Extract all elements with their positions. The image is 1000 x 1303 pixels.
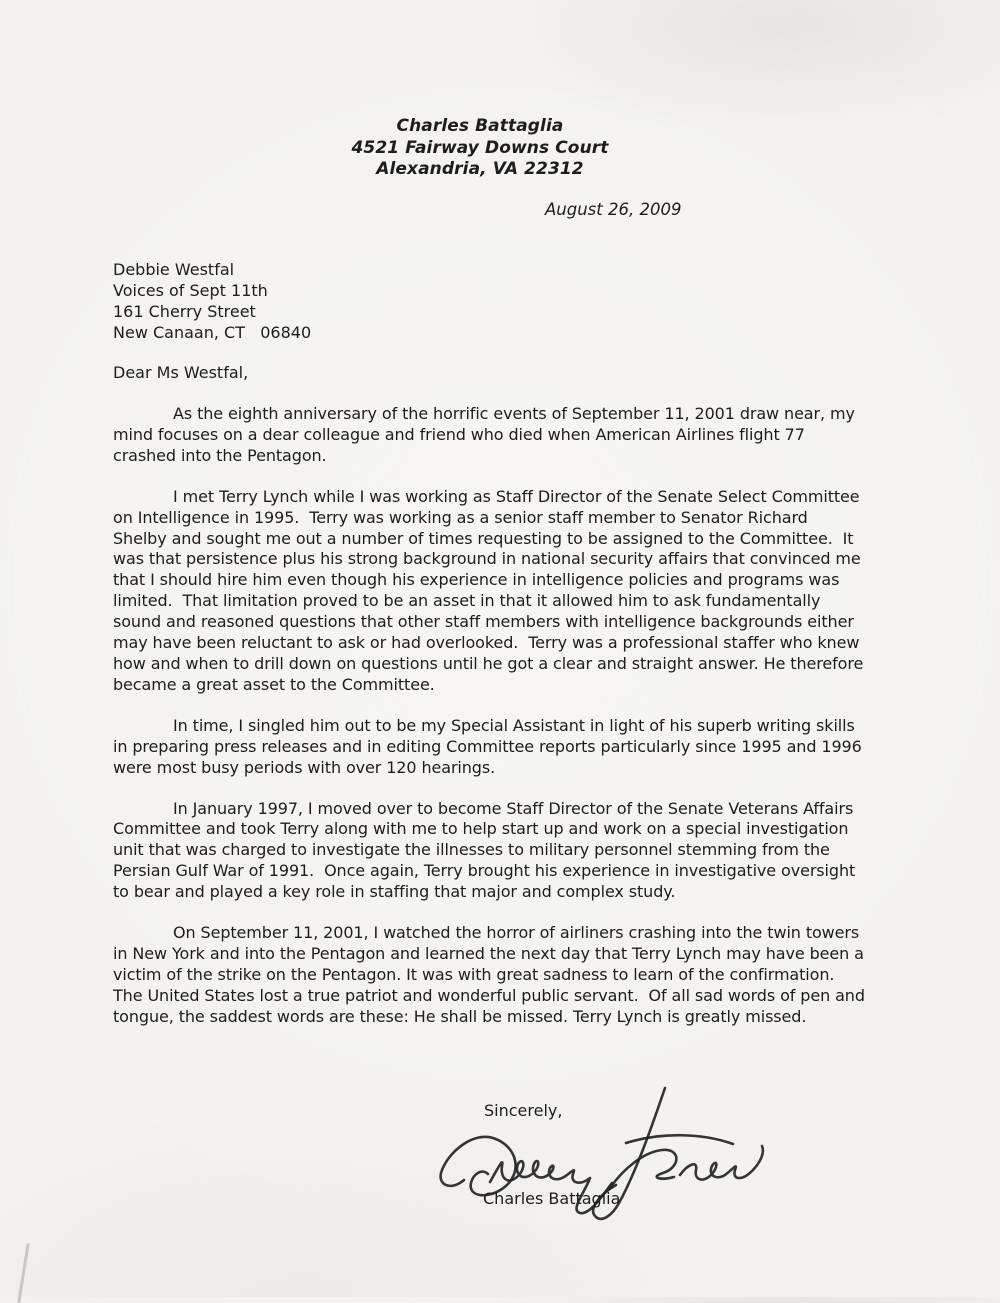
salutation: Dear Ms Westfal, [113,363,249,382]
recipient-address-block [113,259,311,343]
letter-date: August 26, 2009 [545,200,682,219]
signature-svg [430,1082,775,1237]
paragraph-5: On September 11, 2001, I watched the horror of airliners crashing into the twin towers in New York and into the Pentagon and learned the next day that Terry Lynch may have been a victim of the strike on the Pentagon. It was with great sadness to learn of the confirmation. The United States lost a true patriot and wonderful public servant. Of all sad words of pen and tongue, the saddest words are these: He shall be missed. Terry Lynch is greatly missed. [113,923,870,1026]
sender-name: Charles Battaglia [396,116,564,136]
paragraph-1: As the eighth anniversary of the horrific events of September 11, 2001 draw near, my mind focuses on a dear colleague and friend who died when American Airlines flight 77 crashed into the Pentagon. [113,404,860,465]
paragraph-2: I met Terry Lynch while I was working as Staff Director of the Senate Select Committee on Intelligence in 1995. Terry was working as a senior staff member to Senator Richard Shelby and sought me out a number of times requesting to be assigned to the Committee. It was that persistence plus his strong background in national security affairs that convinced me that I should hire him even though his experience in intelligence policies and programs was limited. That limitation proved to be an asset in that it allowed him to ask fundamentally sound and reasoned questions that other staff members with intelligence backgrounds either may have been reluctant to ask or had overlooked. Terry was a professional staffer who knew how and when to drill down on questions until he got a clear and straight answer. He therefore became a great asset to the Committee. [113,486,869,694]
paragraph-3: In time, I singled him out to be my Special Assistant in light of his superb writing skills in preparing press releases and in editing Committee reports particularly since 1995 and 1996 were most busy periods with over 120 hearings. [113,715,867,777]
closing-line: Sincerely, [484,1101,563,1120]
sender-city: Alexandria, VA 22312 [376,159,584,179]
recipient-city-state-zip: New Canaan, CT 06840 [113,323,312,342]
paragraph-4: In January 1997, I moved over to become Staff Director of the Senate Veterans Affairs Committee and took Terry along with me to help start up and work on a special investigation unit that was charged to investigate the illnesses to military personnel stemming from the Persian Gulf War of 1991. Once again, Terry brought his experience in investigative oversight to bear and played a key role in staffing that major and complex study. [113,798,861,902]
recipient-street: 161 Cherry Street [113,302,256,321]
sender-address-block [280,116,680,181]
recipient-name: Debbie Westfal [113,260,235,279]
recipient-organization: Voices of Sept 11th [113,281,268,300]
sender-street: 4521 Fairway Downs Court [351,137,609,158]
signature-handwriting [430,1082,775,1237]
typed-signature-name: Charles Battaglia [483,1189,621,1208]
scanner-edge-artifact [17,1243,29,1303]
letter-body [113,404,870,1048]
